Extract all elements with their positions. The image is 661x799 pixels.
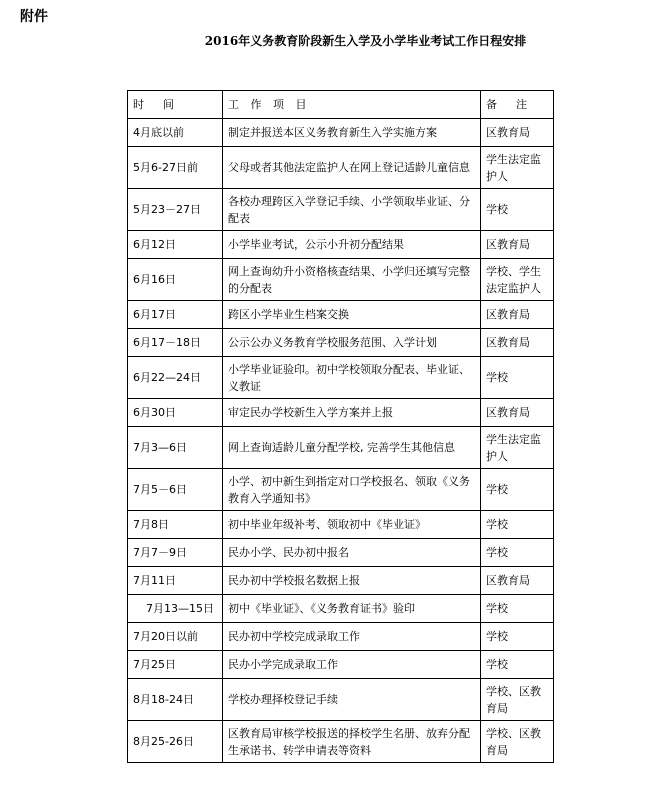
- column-header-note: 备 注: [481, 91, 554, 119]
- note-cell: 学校: [481, 623, 554, 651]
- note-cell: 区教育局: [481, 329, 554, 357]
- table-row: [128, 721, 554, 763]
- column-header-item: 工 作 项 目: [223, 91, 481, 119]
- note-cell: 学校、区教育局: [481, 721, 554, 763]
- time-cell: 8月18-24日: [128, 679, 223, 721]
- note-cell: 区教育局: [481, 301, 554, 329]
- time-cell: 7月7－9日: [128, 539, 223, 567]
- table-row: [128, 189, 554, 231]
- table-row: [128, 329, 554, 357]
- note-cell: 区教育局: [481, 399, 554, 427]
- table-row: [128, 119, 554, 147]
- note-cell: 学生法定监护人: [481, 147, 554, 189]
- item-cell: 各校办理跨区入学登记手续、小学领取毕业证、分配表: [223, 189, 481, 231]
- note-cell: 学生法定监护人: [481, 427, 554, 469]
- time-cell: 6月22—24日: [128, 357, 223, 399]
- item-cell: 父母或者其他法定监护人在网上登记适龄儿童信息: [223, 147, 481, 189]
- table-row: [128, 231, 554, 259]
- item-cell: 审定民办学校新生入学方案并上报: [223, 399, 481, 427]
- time-cell: 5月6-27日前: [128, 147, 223, 189]
- item-cell: 区教育局审核学校报送的择校学生名册、放弃分配生承诺书、转学申请表等资料: [223, 721, 481, 763]
- note-cell: 学校: [481, 539, 554, 567]
- table-row: [128, 301, 554, 329]
- note-cell: 学校: [481, 651, 554, 679]
- time-cell: 5月23－27日: [128, 189, 223, 231]
- table-row: [128, 259, 554, 301]
- time-cell: 6月16日: [128, 259, 223, 301]
- item-cell: 小学毕业证验印。初中学校领取分配表、毕业证、义教证: [223, 357, 481, 399]
- document-title: 2016年义务教育阶段新生入学及小学毕业考试工作日程安排: [204, 34, 527, 48]
- table-row: [128, 567, 554, 595]
- item-cell: 制定并报送本区义务教育新生入学实施方案: [223, 119, 481, 147]
- item-cell: 民办初中学校完成录取工作: [223, 623, 481, 651]
- time-cell: 6月17日: [128, 301, 223, 329]
- item-cell: 民办小学、民办初中报名: [223, 539, 481, 567]
- time-cell: 7月8日: [128, 511, 223, 539]
- note-cell: 学校: [481, 189, 554, 231]
- table-row: [128, 357, 554, 399]
- item-cell: 学校办理择校登记手续: [223, 679, 481, 721]
- item-cell: 网上查询适龄儿童分配学校, 完善学生其他信息: [223, 427, 481, 469]
- time-cell: 7月3—6日: [128, 427, 223, 469]
- time-cell: 7月20日以前: [128, 623, 223, 651]
- table-header-row: [128, 91, 554, 119]
- attachment-label: 附件: [20, 9, 48, 25]
- item-cell: 公示公办义务教育学校服务范围、入学计划: [223, 329, 481, 357]
- time-cell: 4月底以前: [128, 119, 223, 147]
- item-cell: 初中毕业年级补考、领取初中《毕业证》: [223, 511, 481, 539]
- item-cell: 网上查询幼升小资格核查结果、小学归还填写完整的分配表: [223, 259, 481, 301]
- table-row: [128, 399, 554, 427]
- note-cell: 学校: [481, 469, 554, 511]
- table-row: [128, 651, 554, 679]
- schedule-table: [127, 90, 554, 763]
- table-row: [128, 679, 554, 721]
- table-row: [128, 511, 554, 539]
- column-header-time: 时 间: [128, 91, 223, 119]
- note-cell: 学校: [481, 357, 554, 399]
- note-cell: 区教育局: [481, 231, 554, 259]
- item-cell: 民办小学完成录取工作: [223, 651, 481, 679]
- time-cell: 6月12日: [128, 231, 223, 259]
- time-cell: 7月5－6日: [128, 469, 223, 511]
- note-cell: 区教育局: [481, 567, 554, 595]
- time-cell: 8月25-26日: [128, 721, 223, 763]
- item-cell: 初中《毕业证》、《义务教育证书》验印: [223, 595, 481, 623]
- time-cell: 7月11日: [128, 567, 223, 595]
- item-cell: 跨区小学毕业生档案交换: [223, 301, 481, 329]
- item-cell: 小学、初中新生到指定对口学校报名、领取《义务教育入学通知书》: [223, 469, 481, 511]
- table-row: [128, 595, 554, 623]
- table-row: [128, 539, 554, 567]
- time-cell: 6月17－18日: [128, 329, 223, 357]
- item-cell: 小学毕业考试，公示小升初分配结果: [223, 231, 481, 259]
- table-row: [128, 147, 554, 189]
- note-cell: 学校: [481, 595, 554, 623]
- note-cell: 区教育局: [481, 119, 554, 147]
- note-cell: 学校: [481, 511, 554, 539]
- table-row: [128, 427, 554, 469]
- time-cell: 7月25日: [128, 651, 223, 679]
- item-cell: 民办初中学校报名数据上报: [223, 567, 481, 595]
- note-cell: 学校、区教育局: [481, 679, 554, 721]
- time-cell: 6月30日: [128, 399, 223, 427]
- note-cell: 学校、学生法定监护人: [481, 259, 554, 301]
- table-row: [128, 623, 554, 651]
- time-cell: 7月13—15日: [128, 595, 223, 623]
- table-row: [128, 469, 554, 511]
